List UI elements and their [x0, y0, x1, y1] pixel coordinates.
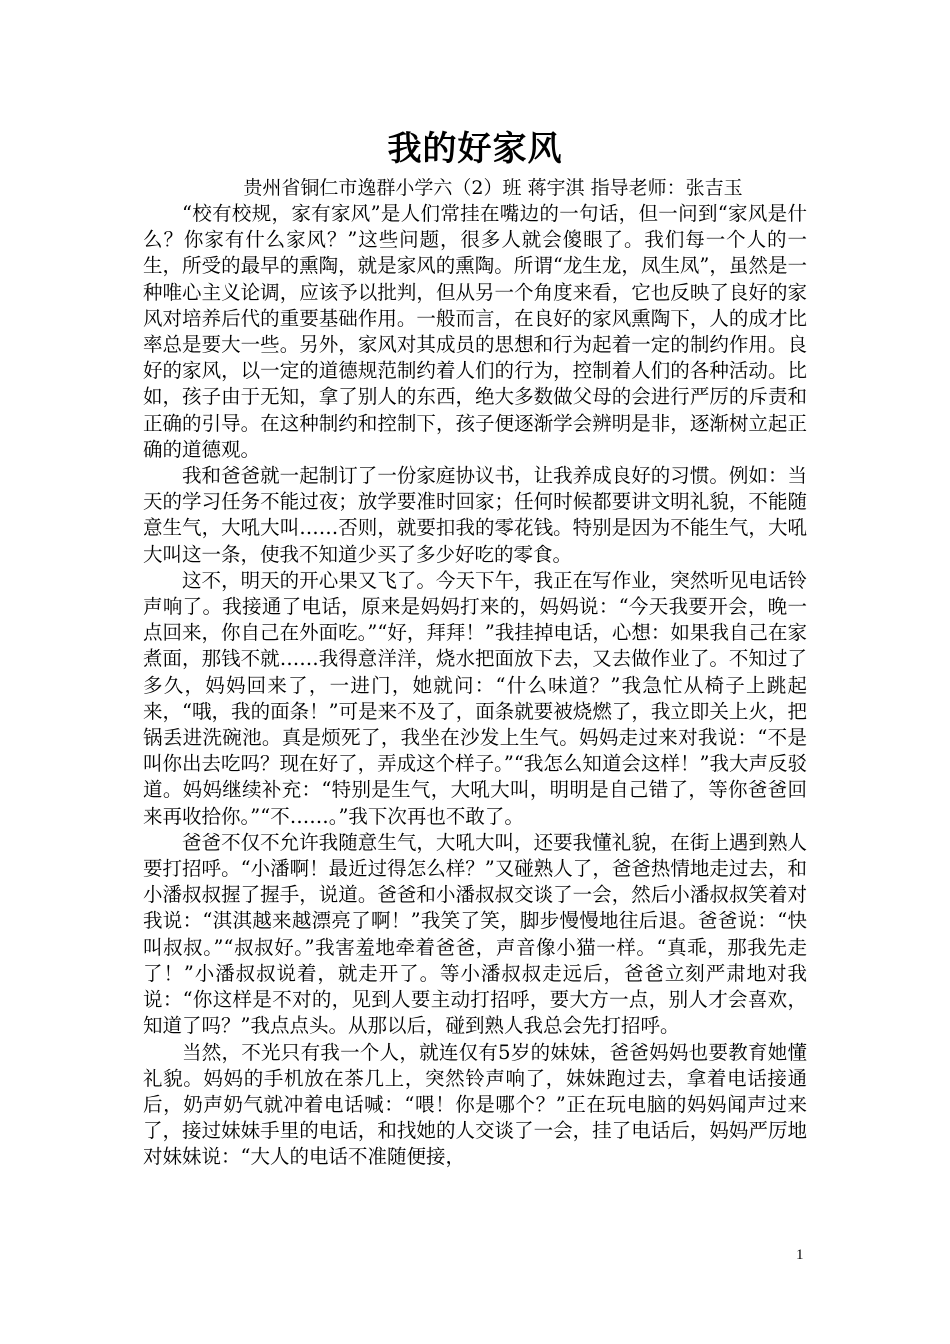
paragraph: 这不，明天的开心果又飞了。今天下午，我正在写作业，突然听见电话铃声响了。我接通了电话，原来是妈妈打来的，妈妈说：“今天我要开会，晚一点回来，你自己在外面吃。”“好，拜拜！”我挂掉电话，心想：如果我自己在家煮面，那钱不就……我得意洋洋，烧水把面放下去，又去做作业了。不知过了多久，妈妈回来了，一进门，她就问：“什么味道？”我急忙从椅子上跳起来，“哦，我的面条！”可是来不及了，面条就要被烧燃了，我立即关上火，把锅丢进洗碗池。真是烦死了，我坐在沙发上生气。妈妈走过来对我说：“不是叫你出去吃吗？现在好了，弄成这个样子。”“我怎么知道会这样！”我大声反驳道。妈妈继续补充：“特别是生气，大吼大叫，明明是自己错了，等你爸爸回来再收拾你。”“不……。”我下次再也不敢了。: [143, 568, 807, 828]
document-title: 我的好家风: [387, 129, 563, 169]
article-body: [143, 201, 807, 1171]
paragraph: “校有校规，家有家风”是人们常挂在嘴边的一句话，但一问到“家风是什么？你家有什么家风？”这些问题，很多人就会傻眼了。我们每一个人的一生，所受的最早的熏陶，就是家风的熏陶。所谓“龙生龙，凤生凤”，虽然是一种唯心主义论调，应该予以批判，但从另一个角度来看，它也反映了良好的家风对培养后代的重要基础作用。一般而言，在良好的家风熏陶下，人的成才比率总是要大一些。另外，家风对其成员的思想和行为起着一定的制约作用。良好的家风，以一定的道德规范制约着人们的行为，控制着人们的各种活动。比如，孩子由于无知，拿了别人的东西，绝大多数做父母的会进行严厉的斥责和正确的引导。在这种制约和控制下，孩子便逐渐学会辨明是非，逐渐树立起正确的道德观。: [143, 202, 807, 461]
paragraph: 当然，不光只有我一个人，就连仅有5岁的妹妹，爸爸妈妈也要教育她懂礼貌。妈妈的手机放在茶几上，突然铃声响了，妹妹跑过去，拿着电话接通后，奶声奶气就冲着电话喊：“喂！你是哪个？”正在玩电脑的妈妈闻声过来了，接过妹妹手里的电话，和找她的人交谈了一会，挂了电话后，妈妈严厉地对妹妹说：“大人的电话不准随便接，: [143, 1040, 807, 1169]
author-byline: 贵州省铜仁市逸群小学六（2）班 蒋宇淇 指导老师：张吉玉: [243, 177, 743, 199]
paragraph: 爸爸不仅不允许我随意生气，大吼大叫，还要我懂礼貌，在街上遇到熟人要打招呼。“小潘啊！最近过得怎么样？”又碰熟人了，爸爸热情地走过去，和小潘叔叔握了握手，说道。爸爸和小潘叔叔交谈了一会，然后小潘叔叔笑着对我说：“淇淇越来越漂亮了啊！”我笑了笑，脚步慢慢地往后退。爸爸说：“快叫叔叔。”“叔叔好。”我害羞地牵着爸爸，声音像小猫一样。“真乖，那我先走了！”小潘叔叔说着，就走开了。等小潘叔叔走远后，爸爸立刻严肃地对我说：“你这样是不对的，见到人要主动打招呼，要大方一点，别人才会喜欢，知道了吗？”我点点头。从那以后，碰到熟人我总会先打招呼。: [143, 830, 807, 1038]
page-number: 1: [796, 1247, 804, 1263]
paragraph: 我和爸爸就一起制订了一份家庭协议书，让我养成良好的习惯。例如：当天的学习任务不能过夜；放学要准时回家；任何时候都要讲文明礼貌，不能随意生气，大吼大叫……否则，就要扣我的零花钱。特别是因为不能生气，大吼大叫这一条，使我不知道少买了多少好吃的零食。: [143, 464, 807, 566]
